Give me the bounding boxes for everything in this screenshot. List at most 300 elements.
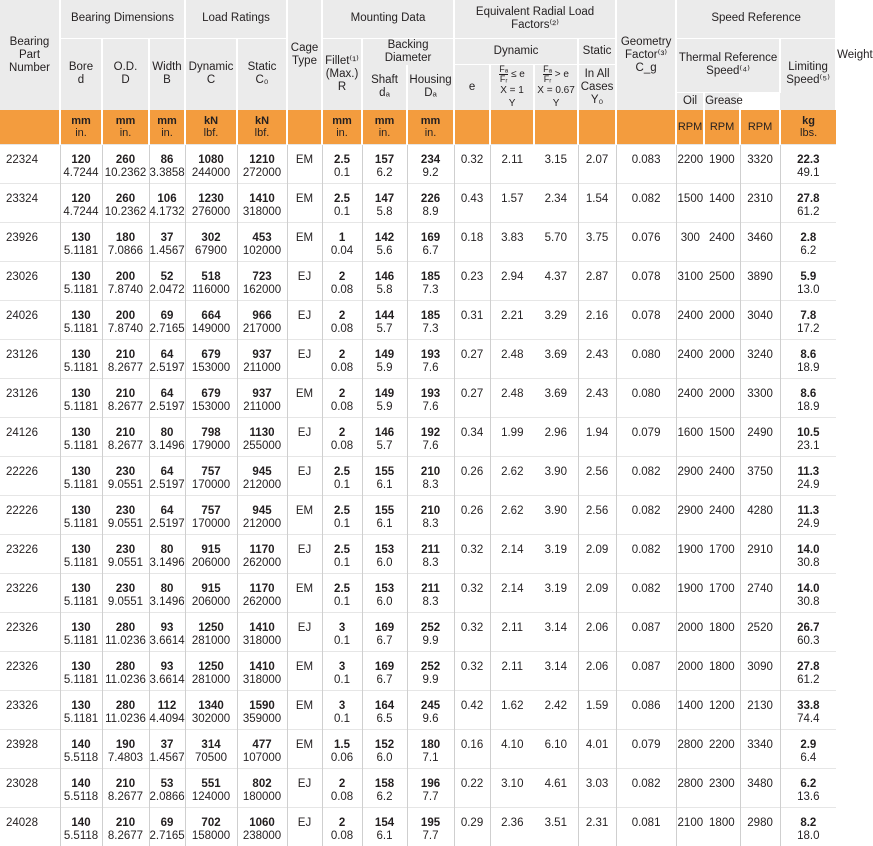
weight-metric: 14.0 — [781, 544, 837, 557]
cell-width — [149, 535, 185, 574]
static-rating-metric: 1170 — [238, 544, 287, 557]
weight-metric: 8.2 — [781, 817, 837, 830]
cell-y-le: 2.21 — [490, 301, 534, 340]
table-row — [0, 496, 836, 535]
weight-metric: 6.2 — [781, 778, 837, 791]
housing-diameter-imperial: 7.3 — [408, 284, 454, 297]
cell-part-number: 23126 — [0, 340, 60, 379]
width-imperial: 2.0472 — [150, 284, 185, 297]
cell-cage-type: EJ — [287, 340, 322, 379]
cell-e-factor: 0.16 — [454, 730, 490, 769]
width-imperial: 2.5197 — [150, 479, 185, 492]
dynamic-rating-metric: 664 — [186, 310, 237, 323]
od-imperial: 9.0551 — [103, 596, 149, 609]
cell-housing-diameter — [407, 184, 454, 223]
cell-limiting-speed: 3460 — [740, 223, 780, 262]
fillet-metric: 2.5 — [323, 193, 362, 206]
header-mounting-data: Mounting Data — [322, 0, 454, 38]
dynamic-rating-metric: 679 — [186, 388, 237, 401]
cell-weight — [780, 223, 836, 262]
dynamic-rating-metric: 302 — [186, 232, 237, 245]
cell-bore — [60, 223, 102, 262]
cell-bore — [60, 730, 102, 769]
cell-static-rating — [237, 808, 287, 846]
fillet-metric: 2.5 — [323, 154, 362, 167]
weight-imperial: 6.2 — [781, 245, 837, 258]
cell-housing-diameter — [407, 145, 454, 184]
fillet-imperial: 0.1 — [323, 596, 362, 609]
cell-width — [149, 808, 185, 846]
cell-oil-speed: 2800 — [676, 730, 704, 769]
cell-e-factor: 0.18 — [454, 223, 490, 262]
cell-shaft-diameter — [362, 379, 407, 418]
cell-e-factor: 0.23 — [454, 262, 490, 301]
fillet-label: Fillet⁽¹⁾ (Max.) — [323, 55, 361, 81]
bore-metric: 130 — [61, 466, 102, 479]
width-metric: 86 — [150, 154, 185, 167]
cell-y-le: 1.99 — [490, 418, 534, 457]
width-imperial: 3.1496 — [150, 557, 185, 570]
cell-housing-diameter — [407, 223, 454, 262]
cell-limiting-speed: 3750 — [740, 457, 780, 496]
table-row — [0, 808, 836, 846]
housing-diameter-metric: 245 — [408, 700, 454, 713]
cell-od — [102, 145, 149, 184]
cell-part-number: 24126 — [0, 418, 60, 457]
cell-limiting-speed: 2910 — [740, 535, 780, 574]
table-row — [0, 145, 836, 184]
od-metric: 210 — [103, 349, 149, 362]
cell-grease-speed: 2000 — [704, 379, 740, 418]
dynamic-rating-metric: 551 — [186, 778, 237, 791]
static-rating-metric: 1410 — [238, 193, 287, 206]
cell-oil-speed: 2900 — [676, 496, 704, 535]
cell-housing-diameter — [407, 496, 454, 535]
shaft-diameter-metric: 153 — [363, 544, 407, 557]
static-rating-imperial: 102000 — [238, 245, 287, 258]
cell-housing-diameter — [407, 769, 454, 808]
dynamic-rating-imperial: 281000 — [186, 674, 237, 687]
bore-metric: 130 — [61, 271, 102, 284]
dynamic-rating-metric: 757 — [186, 505, 237, 518]
cell-y-gt: 3.15 — [534, 145, 578, 184]
cell-width — [149, 301, 185, 340]
cell-part-number: 23326 — [0, 691, 60, 730]
static-rating-metric: 477 — [238, 739, 287, 752]
od-metric: 280 — [103, 661, 149, 674]
dynamic-rating-metric: 1230 — [186, 193, 237, 206]
cell-geometry-factor: 0.080 — [616, 340, 676, 379]
shaft-diameter-imperial: 5.9 — [363, 362, 407, 375]
unit-od: mm in. — [102, 110, 149, 145]
in-all-cases-label: In All Cases — [579, 68, 615, 94]
cell-bore — [60, 379, 102, 418]
od-imperial: 8.2677 — [103, 440, 149, 453]
weight-imperial: 23.1 — [781, 440, 837, 453]
weight-imperial: 74.4 — [781, 713, 837, 726]
cell-bore — [60, 691, 102, 730]
dynamic-rating-imperial: 170000 — [186, 479, 237, 492]
housing-diameter-metric: 252 — [408, 661, 454, 674]
fillet-imperial: 0.1 — [323, 557, 362, 570]
cell-grease-speed: 1800 — [704, 613, 740, 652]
static-label: Static — [238, 61, 286, 74]
fillet-metric: 2 — [323, 778, 362, 791]
weight-imperial: 17.2 — [781, 323, 837, 336]
cell-part-number: 23324 — [0, 184, 60, 223]
weight-imperial: 6.4 — [781, 752, 837, 765]
cell-y0-factor: 2.16 — [578, 301, 616, 340]
cell-weight — [780, 652, 836, 691]
od-imperial: 7.8740 — [103, 284, 149, 297]
cell-dynamic-rating — [185, 379, 237, 418]
shaft-diameter-imperial: 5.9 — [363, 401, 407, 414]
housing-diameter-metric: 185 — [408, 310, 454, 323]
od-metric: 210 — [103, 388, 149, 401]
header-oil: Oil — [676, 93, 704, 110]
cell-geometry-factor: 0.078 — [616, 301, 676, 340]
shaft-diameter-imperial: 6.2 — [363, 791, 407, 804]
od-metric: 210 — [103, 817, 149, 830]
cell-y-gt: 2.34 — [534, 184, 578, 223]
od-metric: 260 — [103, 154, 149, 167]
static-rating-imperial: 212000 — [238, 518, 287, 531]
cell-part-number: 22226 — [0, 457, 60, 496]
cell-weight — [780, 574, 836, 613]
cell-dynamic-rating — [185, 301, 237, 340]
cell-y0-factor: 1.59 — [578, 691, 616, 730]
cell-part-number: 23226 — [0, 574, 60, 613]
housing-diameter-metric: 185 — [408, 271, 454, 284]
housing-diameter-metric: 180 — [408, 739, 454, 752]
cell-y-le: 2.36 — [490, 808, 534, 846]
cell-oil-speed: 2100 — [676, 808, 704, 846]
static-rating-imperial: 238000 — [238, 830, 287, 843]
fillet-metric: 2 — [323, 427, 362, 440]
static-rating-imperial: 262000 — [238, 596, 287, 609]
cell-y0-factor: 2.43 — [578, 379, 616, 418]
header-limiting-speed: Limiting Speed⁽⁵⁾ — [780, 38, 836, 110]
header-housing — [407, 65, 454, 111]
cell-y0-factor: 2.43 — [578, 340, 616, 379]
header-equivalent-load-factors: Equivalent Radial Load Factors⁽²⁾ — [454, 0, 616, 38]
od-metric: 260 — [103, 193, 149, 206]
cell-shaft-diameter — [362, 418, 407, 457]
fillet-symbol: R — [323, 81, 361, 94]
fillet-imperial: 0.08 — [323, 284, 362, 297]
cell-grease-speed: 2400 — [704, 457, 740, 496]
table-row — [0, 613, 836, 652]
od-imperial: 7.4803 — [103, 752, 149, 765]
weight-imperial: 24.9 — [781, 518, 837, 531]
cell-y-le: 3.10 — [490, 769, 534, 808]
cell-housing-diameter — [407, 301, 454, 340]
fillet-imperial: 0.08 — [323, 323, 362, 336]
cell-y-gt: 6.10 — [534, 730, 578, 769]
od-metric: 210 — [103, 778, 149, 791]
cell-y-le: 4.10 — [490, 730, 534, 769]
cell-od — [102, 301, 149, 340]
unit-housing: mm in. — [407, 110, 454, 145]
cell-fillet — [322, 223, 362, 262]
table-row — [0, 418, 836, 457]
cell-width — [149, 769, 185, 808]
housing-diameter-imperial: 9.6 — [408, 713, 454, 726]
dynamic-rating-imperial: 153000 — [186, 362, 237, 375]
cell-width — [149, 730, 185, 769]
cell-static-rating — [237, 145, 287, 184]
od-imperial: 11.0236 — [103, 635, 149, 648]
od-metric: 280 — [103, 622, 149, 635]
cell-width — [149, 223, 185, 262]
table-row — [0, 730, 836, 769]
cell-shaft-diameter — [362, 145, 407, 184]
cell-shaft-diameter — [362, 340, 407, 379]
width-metric: 93 — [150, 661, 185, 674]
bore-metric: 130 — [61, 661, 102, 674]
width-metric: 52 — [150, 271, 185, 284]
weight-metric: 5.9 — [781, 271, 837, 284]
cell-oil-speed: 1900 — [676, 535, 704, 574]
fillet-imperial: 0.04 — [323, 245, 362, 258]
weight-imperial: 18.9 — [781, 401, 837, 414]
cell-fillet — [322, 145, 362, 184]
header-grease: Grease — [704, 93, 740, 110]
cell-e-factor: 0.43 — [454, 184, 490, 223]
cell-cage-type: EM — [287, 574, 322, 613]
housing-diameter-metric: 195 — [408, 817, 454, 830]
weight-metric: 2.9 — [781, 739, 837, 752]
fillet-imperial: 0.08 — [323, 830, 362, 843]
cell-od — [102, 613, 149, 652]
cell-width — [149, 145, 185, 184]
shaft-diameter-metric: 153 — [363, 583, 407, 596]
geometry-factor-label: Geometry Factor⁽³⁾ — [617, 36, 675, 62]
unit-cg — [616, 110, 676, 145]
cell-part-number: 22326 — [0, 613, 60, 652]
cell-bore — [60, 496, 102, 535]
cell-grease-speed: 1400 — [704, 184, 740, 223]
width-imperial: 2.0866 — [150, 791, 185, 804]
width-metric: 80 — [150, 544, 185, 557]
table-row — [0, 457, 836, 496]
fillet-imperial: 0.1 — [323, 518, 362, 531]
cell-limiting-speed: 3040 — [740, 301, 780, 340]
cell-static-rating — [237, 379, 287, 418]
width-imperial: 3.3858 — [150, 167, 185, 180]
cell-geometry-factor: 0.082 — [616, 769, 676, 808]
static-rating-imperial: 211000 — [238, 401, 287, 414]
fa-fr-fraction-2 — [543, 65, 552, 84]
cell-limiting-speed: 3890 — [740, 262, 780, 301]
y0-symbol: Y₀ — [579, 94, 615, 107]
static-rating-imperial: 318000 — [238, 674, 287, 687]
fr-symbol-2: Fᵣ — [543, 75, 552, 84]
header-eq-static: Static — [578, 38, 616, 65]
fa-fr-gt-label — [535, 65, 577, 84]
weight-metric: 8.6 — [781, 388, 837, 401]
fillet-metric: 1.5 — [323, 739, 362, 752]
shaft-label: Shaft — [363, 74, 406, 87]
cell-y-le: 2.62 — [490, 457, 534, 496]
header-eq-dynamic: Dynamic — [454, 38, 578, 65]
cell-width — [149, 457, 185, 496]
cell-part-number: 23126 — [0, 379, 60, 418]
weight-imperial: 18.9 — [781, 362, 837, 375]
cell-geometry-factor: 0.087 — [616, 613, 676, 652]
cell-geometry-factor: 0.086 — [616, 691, 676, 730]
od-imperial: 11.0236 — [103, 713, 149, 726]
bore-metric: 130 — [61, 700, 102, 713]
fillet-imperial: 0.08 — [323, 401, 362, 414]
cell-part-number: 24026 — [0, 301, 60, 340]
cell-cage-type: EM — [287, 379, 322, 418]
cell-limiting-speed: 2980 — [740, 808, 780, 846]
static-rating-metric: 966 — [238, 310, 287, 323]
fillet-imperial: 0.1 — [323, 479, 362, 492]
od-symbol: D — [103, 74, 148, 87]
od-metric: 200 — [103, 271, 149, 284]
cell-e-factor: 0.31 — [454, 301, 490, 340]
width-metric: 64 — [150, 466, 185, 479]
fillet-imperial: 0.1 — [323, 713, 362, 726]
cell-static-rating — [237, 301, 287, 340]
unit-oil: RPM — [676, 110, 704, 145]
width-imperial: 4.4094 — [150, 713, 185, 726]
shaft-diameter-imperial: 6.1 — [363, 518, 407, 531]
housing-diameter-imperial: 9.2 — [408, 167, 454, 180]
cell-shaft-diameter — [362, 301, 407, 340]
cell-geometry-factor: 0.082 — [616, 457, 676, 496]
bore-imperial: 4.7244 — [61, 206, 102, 219]
cell-width — [149, 184, 185, 223]
cell-cage-type: EJ — [287, 613, 322, 652]
static-rating-metric: 1210 — [238, 154, 287, 167]
cell-width — [149, 262, 185, 301]
cell-e-factor: 0.32 — [454, 613, 490, 652]
housing-diameter-imperial: 7.6 — [408, 362, 454, 375]
cell-dynamic-rating — [185, 262, 237, 301]
cell-fillet — [322, 184, 362, 223]
unit-y2 — [534, 110, 578, 145]
cell-housing-diameter — [407, 613, 454, 652]
cell-geometry-factor: 0.082 — [616, 574, 676, 613]
weight-metric: 27.8 — [781, 193, 837, 206]
dynamic-rating-metric: 915 — [186, 583, 237, 596]
header-cage-type: Cage Type — [287, 0, 322, 110]
width-imperial: 3.6614 — [150, 674, 185, 687]
cell-grease-speed: 1800 — [704, 808, 740, 846]
cell-y0-factor: 4.01 — [578, 730, 616, 769]
cell-fillet — [322, 574, 362, 613]
cell-housing-diameter — [407, 808, 454, 846]
gt-e-symbol: > e — [555, 69, 569, 80]
table-row — [0, 379, 836, 418]
table-row — [0, 691, 836, 730]
fillet-metric: 2 — [323, 349, 362, 362]
cell-dynamic-rating — [185, 457, 237, 496]
cell-fillet — [322, 457, 362, 496]
cell-static-rating — [237, 184, 287, 223]
cell-weight — [780, 262, 836, 301]
shaft-diameter-metric: 158 — [363, 778, 407, 791]
fr-symbol: Fᵣ — [499, 75, 508, 84]
shaft-diameter-metric: 149 — [363, 349, 407, 362]
od-label: O.D. — [103, 61, 148, 74]
cell-geometry-factor: 0.078 — [616, 262, 676, 301]
weight-metric: 33.8 — [781, 700, 837, 713]
cell-cage-type: EM — [287, 652, 322, 691]
shaft-diameter-imperial: 6.1 — [363, 479, 407, 492]
shaft-diameter-imperial: 5.7 — [363, 440, 407, 453]
dynamic-rating-imperial: 206000 — [186, 557, 237, 570]
fillet-metric: 2 — [323, 271, 362, 284]
cell-oil-speed: 2900 — [676, 457, 704, 496]
unit-width: mm in. — [149, 110, 185, 145]
cell-limiting-speed: 2520 — [740, 613, 780, 652]
cell-cage-type: EM — [287, 223, 322, 262]
cell-dynamic-rating — [185, 223, 237, 262]
width-label: Width — [150, 61, 184, 74]
housing-label: Housing — [408, 74, 453, 87]
od-metric: 230 — [103, 583, 149, 596]
cell-cage-type: EJ — [287, 808, 322, 846]
cell-static-rating — [237, 769, 287, 808]
fa-symbol: Fₐ — [499, 65, 508, 75]
static-rating-metric: 937 — [238, 349, 287, 362]
header-shaft — [362, 65, 407, 111]
cell-oil-speed: 2000 — [676, 652, 704, 691]
cell-static-rating — [237, 262, 287, 301]
bore-metric: 130 — [61, 622, 102, 635]
cell-fillet — [322, 730, 362, 769]
cell-dynamic-rating — [185, 730, 237, 769]
cell-limiting-speed: 4280 — [740, 496, 780, 535]
fillet-metric: 2.5 — [323, 466, 362, 479]
cell-width — [149, 496, 185, 535]
static-rating-imperial: 162000 — [238, 284, 287, 297]
static-rating-metric: 1060 — [238, 817, 287, 830]
cell-oil-speed: 1600 — [676, 418, 704, 457]
housing-diameter-metric: 226 — [408, 193, 454, 206]
fillet-metric: 3 — [323, 700, 362, 713]
cell-cage-type: EJ — [287, 769, 322, 808]
static-rating-metric: 1130 — [238, 427, 287, 440]
housing-diameter-imperial: 9.9 — [408, 674, 454, 687]
cell-shaft-diameter — [362, 496, 407, 535]
cell-geometry-factor: 0.079 — [616, 730, 676, 769]
housing-diameter-metric: 252 — [408, 622, 454, 635]
cell-housing-diameter — [407, 457, 454, 496]
cell-od — [102, 262, 149, 301]
shaft-diameter-imperial: 6.0 — [363, 596, 407, 609]
static-rating-imperial: 180000 — [238, 791, 287, 804]
cell-static-rating — [237, 574, 287, 613]
cell-oil-speed: 2800 — [676, 769, 704, 808]
fillet-metric: 3 — [323, 622, 362, 635]
x1-label: X = 1 — [491, 84, 533, 97]
cell-y-gt: 3.19 — [534, 535, 578, 574]
width-symbol: B — [150, 74, 184, 87]
dynamic-rating-imperial: 67900 — [186, 245, 237, 258]
cell-od — [102, 691, 149, 730]
cell-width — [149, 691, 185, 730]
bore-metric: 130 — [61, 232, 102, 245]
cell-housing-diameter — [407, 691, 454, 730]
cell-y-gt: 3.14 — [534, 613, 578, 652]
housing-diameter-metric: 211 — [408, 583, 454, 596]
cell-cage-type: EJ — [287, 301, 322, 340]
